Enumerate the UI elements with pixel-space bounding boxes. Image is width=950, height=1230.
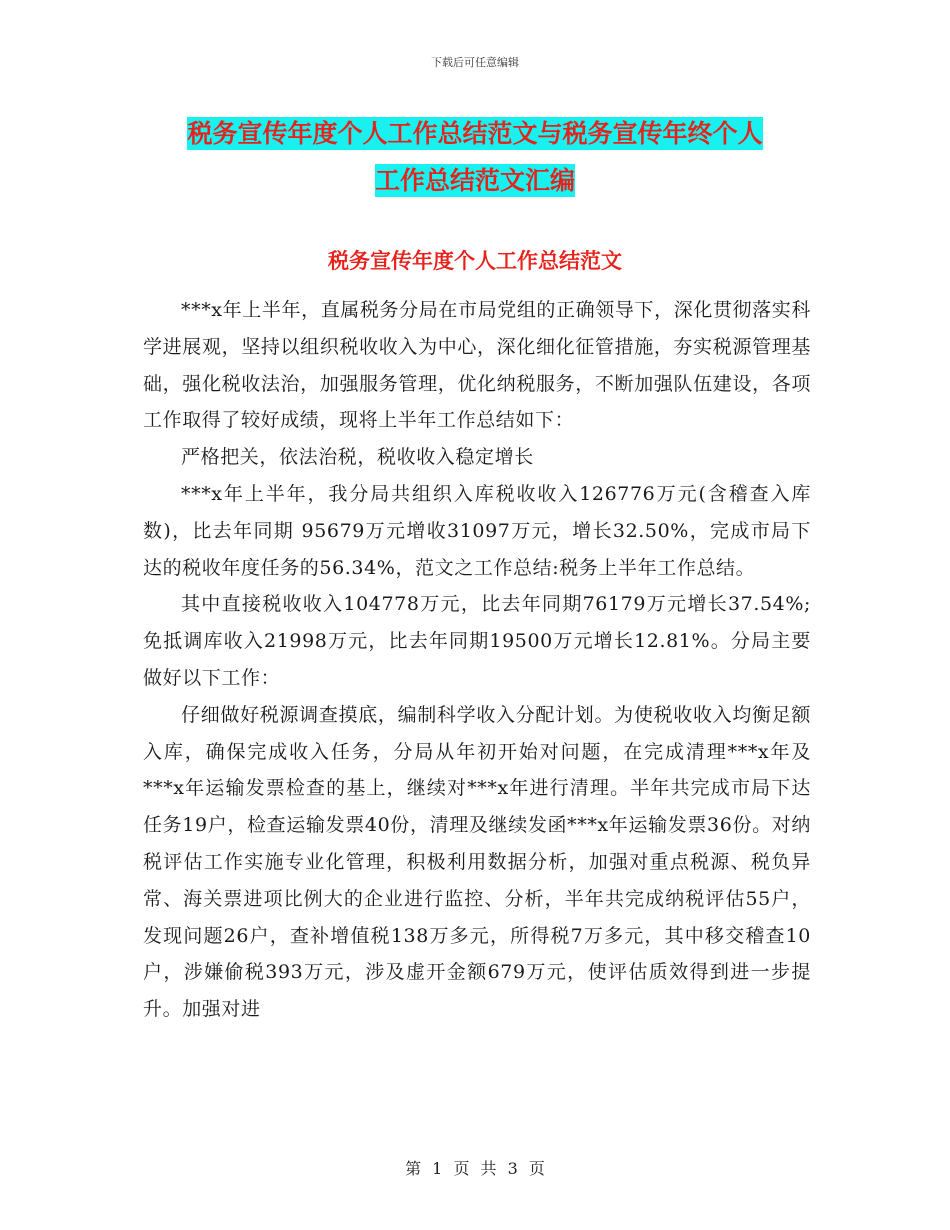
title-line-1: 税务宣传年度个人工作总结范文与税务宣传年终个人 <box>187 119 763 148</box>
paragraph: 其中直接税收收入104778万元，比去年同期76179万元增长37.54%;免抵调库收入21998万元，比去年同期19500万元增长12.81%。分局主要做好以下工作： <box>143 593 811 689</box>
paragraph: ***x年上半年，我分局共组织入库税收收入126776万元(含稽查入库数)，比去年同期 95679万元增收31097万元，增长32.50%，完成市局下达的税收年度任务的56.34%，范文之工作总结:税务上半年工作总结。 <box>143 482 811 579</box>
section-title: 税务宣传年度个人工作总结范文 <box>328 249 622 273</box>
document-body <box>143 292 811 1028</box>
paragraph-heading: 严格把关，依法治税，税收收入稳定增长 <box>181 446 534 469</box>
paragraph: ***x年上半年，直属税务分局在市局党组的正确领导下，深化贯彻落实科学进展观，坚持以组织税收收入为中心，深化细化征管措施，夯实税源管理基础，强化税收法治，加强服务管理，优化纳税服务，不断加强队伍建设，各项工作取得了较好成绩，现将上半年工作总结如下： <box>143 299 811 432</box>
page-header-note: 下载后可任意编辑 <box>431 56 519 69</box>
title-line-2: 工作总结范文汇编 <box>374 166 575 195</box>
paragraph: 仔细做好税源调查摸底，编制科学收入分配计划。为使税收收入均衡足额入库，确保完成收入任务，分局从年初开始对问题，在完成清理***x年及***x年运输发票检查的基上，继续对***x年进行清理。半年共完成市局下达任务19户，检查运输发票40份，清理及继续发函***x年运输发票36份。对纳税评估工作实施专业化管理，积极利用数据分析，加强对重点税源、税负异常、海关票进项比例大的企业进行监控、分析，半年共完成纳税评估55户，发现问题26户，查补增值税138万多元，所得税7万多元，其中移交稽查10户，涉嫌偷税393万元，涉及虚开金额679万元，使评估质效得到进一步提升。加强对进 <box>143 703 811 1021</box>
document-title <box>0 110 950 204</box>
page-footer: 第 1 页 共 3 页 <box>405 1159 545 1178</box>
